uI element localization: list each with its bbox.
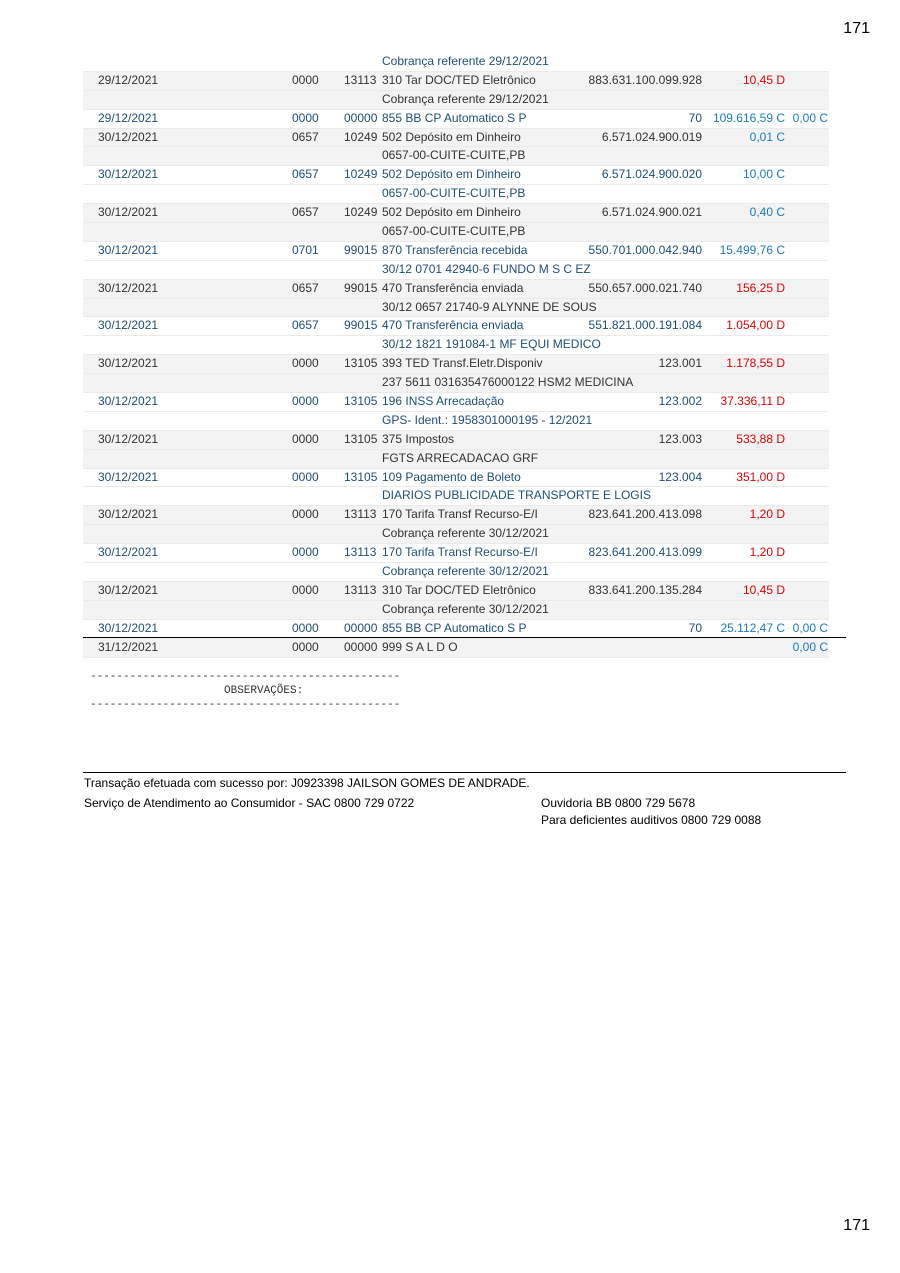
statement-row (83, 544, 829, 563)
transaction-date: 29/12/2021 (98, 72, 159, 87)
statement-detail-row (83, 525, 829, 544)
statement-detail-row (83, 91, 829, 110)
agency-code: 0000 (292, 545, 319, 560)
transaction-description: 30/12 1821 191084-1 MF EQUI MEDICO (382, 337, 601, 352)
agency-code: 0000 (292, 639, 319, 654)
statement-detail-row (83, 412, 829, 431)
transaction-date: 30/12/2021 (98, 242, 159, 257)
document-number: 833.641.200.135.284 (588, 582, 702, 597)
statement-detail-row (83, 261, 829, 280)
transaction-date: 30/12/2021 (98, 620, 159, 635)
statement-row (83, 639, 829, 658)
transaction-date: 30/12/2021 (98, 356, 159, 371)
document-number: 123.002 (658, 394, 702, 409)
transaction-date: 31/12/2021 (98, 639, 159, 654)
statement-row (83, 469, 829, 488)
statement-detail-row (83, 374, 829, 393)
transaction-description: 30/12 0657 21740-9 ALYNNE DE SOUS (382, 299, 597, 314)
batch-code: 13113 (344, 545, 377, 560)
agency-code: 0000 (292, 507, 319, 522)
observations-dashes-top: ----------------------------------------------- (90, 671, 401, 683)
transaction-description: Cobrança referente 29/12/2021 (382, 91, 549, 106)
transaction-date: 30/12/2021 (98, 469, 159, 484)
document-number: 6.571.024.900.021 (601, 205, 702, 220)
batch-code: 13113 (344, 582, 377, 597)
statement-row (83, 166, 829, 185)
transaction-confirmation: Transação efetuada com sucesso por: J0923398 JAILSON GOMES DE ANDRADE. (84, 776, 530, 790)
agency-code: 0000 (292, 582, 319, 597)
transaction-description: 470 Transferência enviada (382, 318, 524, 333)
agency-code: 0000 (292, 431, 319, 446)
observations-dashes-bottom: ----------------------------------------------- (90, 699, 401, 711)
batch-code: 00000 (344, 110, 378, 125)
statement-table (83, 53, 829, 658)
transaction-value: 10,45 D (742, 72, 785, 87)
transaction-description: 855 BB CP Automatico S P (382, 110, 527, 125)
agency-code: 0000 (292, 469, 319, 484)
agency-code: 0000 (292, 394, 319, 409)
transaction-description: 310 Tar DOC/TED Eletrônico (382, 72, 536, 87)
transaction-value: 533,88 D (736, 431, 785, 446)
observations-block (90, 670, 400, 712)
transaction-value: 1,20 D (749, 507, 785, 522)
document-number: 70 (688, 110, 702, 125)
transaction-date: 30/12/2021 (98, 167, 159, 182)
transaction-date: 30/12/2021 (98, 280, 159, 295)
document-number: 823.641.200.413.099 (588, 545, 702, 560)
balance-value: 0,00 C (792, 639, 828, 654)
batch-code: 00000 (344, 620, 378, 635)
transaction-date: 30/12/2021 (98, 318, 159, 333)
transaction-description: Cobrança referente 30/12/2021 (382, 601, 549, 616)
agency-code: 0000 (292, 72, 319, 87)
document-number: 123.001 (658, 356, 702, 371)
transaction-value: 109.616,59 C (712, 110, 785, 125)
transaction-description: 170 Tarifa Transf Recurso-E/I (382, 545, 538, 560)
transaction-value: 156,25 D (736, 280, 785, 295)
batch-code: 99015 (344, 318, 378, 333)
agency-code: 0657 (292, 280, 319, 295)
batch-code: 00000 (344, 639, 378, 654)
batch-code: 13105 (344, 356, 378, 371)
transaction-description: 502 Depósito em Dinheiro (382, 167, 521, 182)
agency-code: 0657 (292, 318, 319, 333)
agency-code: 0000 (292, 620, 319, 635)
statement-row (83, 393, 829, 412)
ouvidoria-contact: Ouvidoria BB 0800 729 5678 (541, 796, 696, 810)
transaction-description: 0657-00-CUITE-CUITE,PB (382, 224, 526, 239)
statement-row (83, 317, 829, 336)
statement-detail-row (83, 147, 829, 166)
balance-value: 0,00 C (792, 620, 828, 635)
transaction-date: 30/12/2021 (98, 507, 159, 522)
batch-code: 99015 (344, 242, 378, 257)
batch-code: 10249 (344, 205, 378, 220)
transaction-description: Cobrança referente 29/12/2021 (382, 54, 549, 68)
transaction-value: 15.499,76 C (719, 242, 785, 257)
document-number: 823.641.200.413.098 (588, 507, 702, 522)
document-number: 6.571.024.900.020 (601, 167, 702, 182)
statement-row (83, 280, 829, 299)
batch-code: 13105 (344, 469, 378, 484)
transaction-date: 30/12/2021 (98, 582, 159, 597)
agency-code: 0657 (292, 129, 319, 144)
agency-code: 0000 (292, 110, 319, 125)
page-number-bottom: 171 (843, 1217, 870, 1234)
transaction-description: 393 TED Transf.Eletr.Disponiv (382, 356, 543, 371)
document-number: 70 (688, 620, 702, 635)
statement-detail-row (83, 53, 829, 72)
transaction-description: 870 Transferência recebida (382, 242, 528, 257)
statement-detail-row (83, 601, 829, 620)
transaction-value: 0,40 C (749, 205, 785, 220)
transaction-description: Cobrança referente 30/12/2021 (382, 564, 549, 579)
transaction-description: 855 BB CP Automatico S P (382, 620, 527, 635)
statement-row (83, 582, 829, 601)
batch-code: 13113 (344, 72, 377, 87)
agency-code: 0657 (292, 167, 319, 182)
balance-value: 0,00 C (792, 110, 828, 125)
transaction-value: 10,45 D (742, 582, 785, 597)
statement-row (83, 72, 829, 91)
batch-code: 13113 (344, 507, 377, 522)
statement-row (83, 129, 829, 148)
transaction-description: 375 Impostos (382, 431, 455, 446)
transaction-description: DIARIOS PUBLICIDADE TRANSPORTE E LOGIS (382, 488, 651, 503)
transaction-description: 502 Depósito em Dinheiro (382, 129, 521, 144)
transaction-description: 0657-00-CUITE-CUITE,PB (382, 186, 526, 201)
transaction-value: 1.054,00 D (726, 318, 785, 333)
transaction-value: 1,20 D (749, 545, 785, 560)
transaction-description: 30/12 0701 42940-6 FUNDO M S C EZ (382, 261, 591, 276)
transaction-description: GPS- Ident.: 1958301000195 - 12/2021 (382, 412, 593, 427)
transaction-date: 30/12/2021 (98, 205, 159, 220)
page-number-top: 171 (843, 20, 870, 37)
observations-label: OBSERVAÇÕES: (224, 685, 304, 697)
transaction-value: 37.336,11 D (720, 394, 785, 409)
transaction-value: 1.178,55 D (726, 356, 785, 371)
transaction-description: 0657-00-CUITE-CUITE,PB (382, 148, 526, 163)
transaction-date: 30/12/2021 (98, 129, 159, 144)
statement-row (83, 355, 829, 374)
transaction-date: 29/12/2021 (98, 110, 159, 125)
statement-detail-row (83, 223, 829, 242)
statement-row (83, 242, 829, 261)
agency-code: 0701 (292, 242, 319, 257)
document-number: 550.657.000.021.740 (588, 280, 702, 295)
transaction-value: 0,01 C (749, 129, 785, 144)
statement-row (83, 204, 829, 223)
statement-end-rule (83, 637, 846, 638)
transaction-description: 109 Pagamento de Boleto (382, 469, 521, 484)
transaction-value: 351,00 D (736, 469, 785, 484)
agency-code: 0000 (292, 356, 319, 371)
transaction-date: 30/12/2021 (98, 431, 159, 446)
hearing-impaired-contact: Para deficientes auditivos 0800 729 0088 (541, 813, 762, 827)
transaction-value: 25.112,47 C (720, 620, 785, 635)
statement-row (83, 620, 829, 639)
agency-code: 0657 (292, 205, 319, 220)
statement-row (83, 506, 829, 525)
document-number: 550.701.000.042.940 (588, 242, 702, 257)
document-number: 551.821.000.191.084 (588, 318, 702, 333)
transaction-date: 30/12/2021 (98, 545, 159, 560)
statement-row (83, 431, 829, 450)
statement-detail-row (83, 563, 829, 582)
transaction-description: Cobrança referente 30/12/2021 (382, 526, 549, 541)
batch-code: 13105 (344, 394, 378, 409)
statement-row (83, 110, 829, 129)
transaction-description: 502 Depósito em Dinheiro (382, 205, 521, 220)
sac-contact: Serviço de Atendimento ao Consumidor - SAC 0800 729 0722 (84, 796, 415, 810)
batch-code: 99015 (344, 280, 378, 295)
transaction-description: 196 INSS Arrecadação (382, 394, 505, 409)
statement-detail-row (83, 450, 829, 469)
batch-code: 10249 (344, 167, 378, 182)
document-number: 883.631.100.099.928 (588, 72, 702, 87)
batch-code: 13105 (344, 431, 378, 446)
statement-detail-row (83, 336, 829, 355)
footer-rule (83, 772, 846, 773)
document-number: 123.004 (658, 469, 702, 484)
transaction-description: FGTS ARRECADACAO GRF (382, 450, 539, 465)
transaction-description: 237 5611 031635476000122 HSM2 MEDICINA (382, 375, 634, 390)
document-number: 6.571.024.900.019 (601, 129, 702, 144)
document-number: 123.003 (658, 431, 702, 446)
transaction-description: 470 Transferência enviada (382, 280, 524, 295)
statement-detail-row (83, 299, 829, 318)
transaction-description: 310 Tar DOC/TED Eletrônico (382, 582, 536, 597)
statement-detail-row (83, 185, 829, 204)
transaction-value: 10,00 C (742, 167, 785, 182)
transaction-date: 30/12/2021 (98, 394, 159, 409)
statement-detail-row (83, 487, 829, 506)
transaction-description: 999 S A L D O (382, 639, 458, 654)
batch-code: 10249 (344, 129, 378, 144)
transaction-description: 170 Tarifa Transf Recurso-E/I (382, 507, 538, 522)
